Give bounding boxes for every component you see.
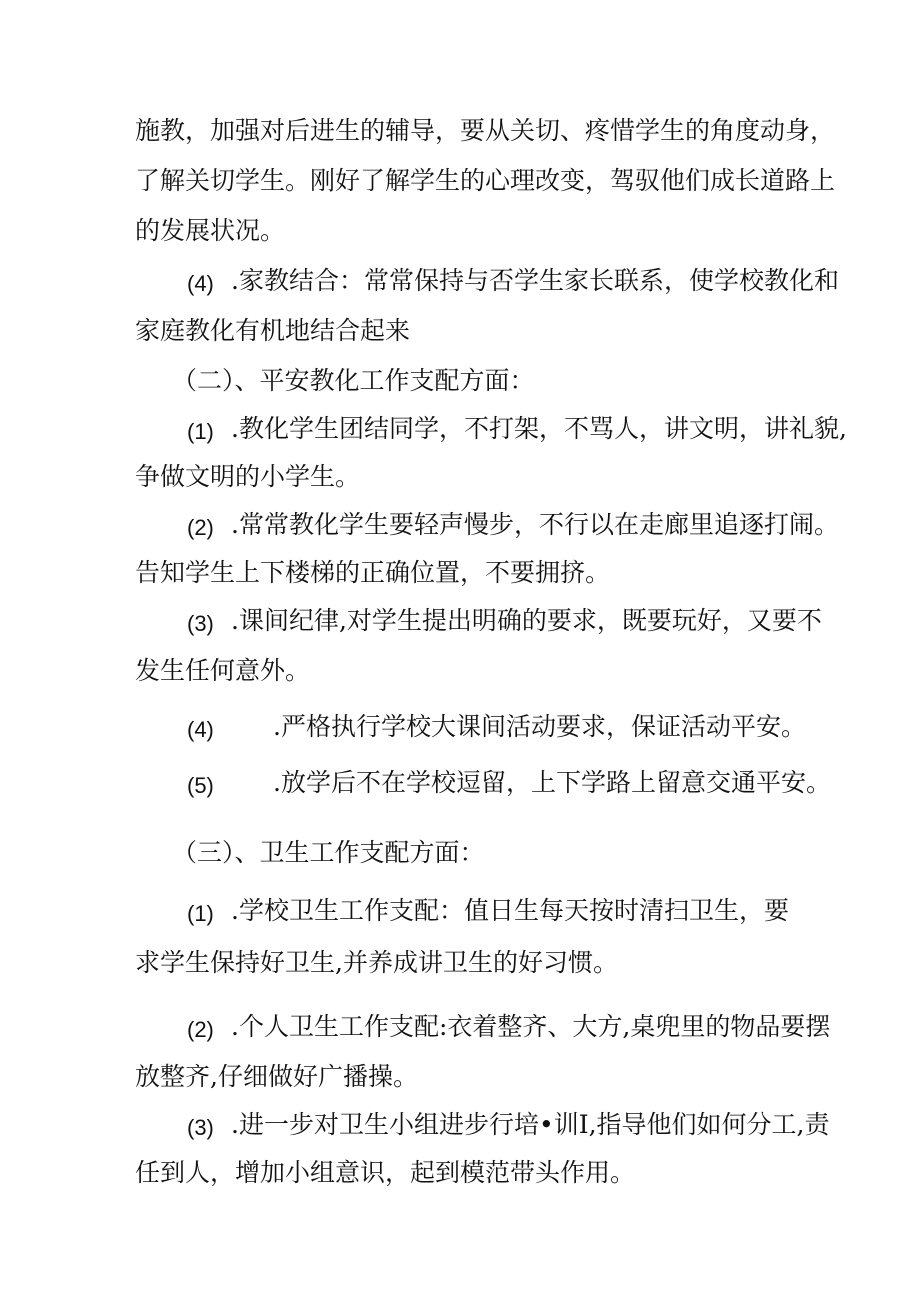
paragraph-line: .常常教化学生要轻声慢步，不行以在走廊里追逐打闹。: [231, 510, 839, 539]
paragraph-line: 家庭教化有机地结合起来: [135, 316, 411, 345]
paragraph-line: .家教结合：常常保持与否学生家长联系，使学校教化和: [231, 266, 839, 295]
paragraph-line: 发生任何意外。: [135, 656, 311, 685]
paragraph-line: .严格执行学校大课间活动要求，保证活动平安。: [273, 712, 806, 741]
paragraph-line: .学校卫生工作支配：值日生每天按时清扫卫生，要: [231, 896, 789, 925]
paragraph-line: .放学后不在学校逗留，上下学路上留意交通平安。: [273, 768, 831, 797]
section-heading: （二）、平安教化工作支配方面：: [172, 366, 535, 395]
paragraph-line: 任到人，增加小组意识，起到模范带头作用。: [135, 1158, 636, 1187]
paragraph-line: 的发展状况。: [135, 216, 286, 245]
paragraph-line: 放整齐,仔细做好广播操。: [135, 1062, 418, 1091]
paragraph-line: 告知学生上下楼梯的正确位置，不要拥挤。: [135, 558, 611, 587]
paragraph-line: 争做文明的小学生。: [135, 462, 361, 491]
item-number: (2): [187, 1017, 214, 1042]
item-number: (2): [187, 515, 214, 540]
section-heading: （三）、卫生工作支配方面：: [172, 838, 485, 867]
paragraph-line: .个人卫生工作支配:衣着整齐、大方,桌兜里的物品要摆: [231, 1012, 831, 1041]
item-number: (1): [187, 419, 214, 444]
item-number: (5): [187, 773, 214, 798]
paragraph-line: 了解关切学生。刚好了解学生的心理改变，驾驭他们成长道路上: [135, 166, 836, 195]
item-number: (4): [187, 717, 214, 742]
item-number: (4): [187, 271, 214, 296]
paragraph-line: 求学生保持好卫生,并养成讲卫生的好习惯。: [135, 948, 618, 977]
paragraph-line: .课间纪律,对学生提出明确的要求，既要玩好，又要不: [231, 606, 822, 635]
item-number: (3): [187, 1115, 214, 1140]
item-number: (1): [187, 901, 214, 926]
paragraph-line: 施教，加强对后进生的辅导，要从关切、疼惜学生的角度动身，: [135, 116, 836, 145]
item-number: (3): [187, 611, 214, 636]
paragraph-line: .教化学生团结同学，不打架，不骂人，讲文明，讲礼貌,: [231, 414, 847, 443]
paragraph-line: .进一步对卫生小组进步行培•训I,指导他们如何分工,责: [231, 1110, 830, 1139]
